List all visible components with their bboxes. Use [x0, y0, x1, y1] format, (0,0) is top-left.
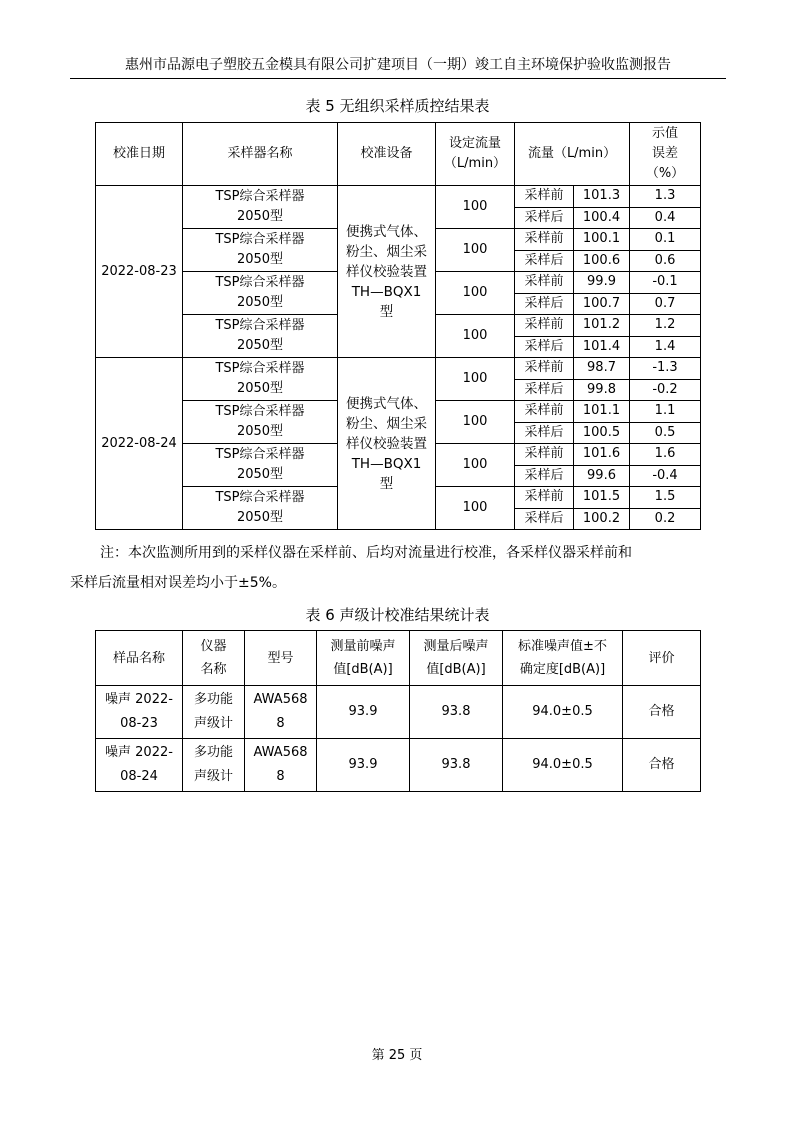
header-instrument-line2: 名称 [200, 662, 227, 677]
sampler-name-line1: TSP综合采样器 [215, 232, 305, 247]
error-value: 1.5 [630, 487, 701, 509]
sampler-name [183, 186, 338, 229]
calibration-device [338, 186, 436, 358]
device-line: 便携式气体、 [346, 395, 427, 412]
set-flow: 100 [436, 186, 515, 229]
before-noise-value: 93.9 [317, 739, 410, 792]
flow-value: 101.1 [574, 401, 630, 423]
note-line1: 注：本次监测所用到的采样仪器在采样前、后均对流量进行校准，各采样仪器采样前和 [100, 545, 632, 561]
flow-value: 98.7 [574, 358, 630, 380]
set-flow: 100 [436, 315, 515, 358]
error-value: -0.4 [630, 465, 701, 487]
sampler-name-line1: TSP综合采样器 [215, 404, 305, 419]
evaluation: 合格 [623, 686, 701, 739]
model [245, 739, 317, 792]
phase-label: 采样后 [515, 379, 574, 401]
flow-value: 99.6 [574, 465, 630, 487]
header-after-line2: 值[dB(A)] [426, 662, 486, 677]
error-value: 0.2 [630, 508, 701, 530]
calibration-date: 2022-08-23 [96, 186, 183, 358]
table-row [96, 686, 701, 739]
note [70, 538, 720, 598]
table5-header-row [96, 123, 701, 186]
sample-name-line1: 噪声 2022- [105, 745, 173, 760]
sampler-name [183, 229, 338, 272]
device-line: 粉尘、烟尘采 [346, 415, 427, 432]
phase-label: 采样后 [515, 465, 574, 487]
evaluation: 合格 [623, 739, 701, 792]
error-value: 1.4 [630, 336, 701, 358]
device-line: TH—BQX1 [351, 283, 422, 300]
header-sample-name: 样品名称 [96, 631, 183, 686]
sampler-name-line2: 2050型 [236, 424, 284, 439]
table6-caption: 表 6 声级计校准结果统计表 [305, 606, 490, 624]
flow-value: 101.4 [574, 336, 630, 358]
header-error-line3: （%） [645, 166, 685, 181]
instrument-line2: 声级计 [193, 769, 233, 784]
device-line: TH—BQX1 [351, 455, 422, 472]
sampler-name [183, 444, 338, 487]
header-error-line2: 误差 [652, 146, 679, 161]
header-before-line2: 值[dB(A)] [333, 662, 393, 677]
before-noise-value: 93.9 [317, 686, 410, 739]
header-flow: 流量（L/min） [515, 123, 630, 186]
phase-label: 采样后 [515, 508, 574, 530]
flow-value: 100.7 [574, 293, 630, 315]
error-value: 1.1 [630, 401, 701, 423]
sampler-name-line2: 2050型 [236, 338, 284, 353]
device-line: 型 [379, 303, 394, 320]
sampler-name [183, 272, 338, 315]
instrument-name [183, 739, 245, 792]
sampler-name-line2: 2050型 [236, 467, 284, 482]
header-standard [503, 631, 623, 686]
header-setflow [436, 123, 515, 186]
header-evaluation: 评价 [623, 631, 701, 686]
model-line2: 8 [276, 769, 285, 784]
error-value: 1.3 [630, 186, 701, 208]
sampler-name [183, 315, 338, 358]
device-line: 型 [379, 475, 394, 492]
instrument-name [183, 686, 245, 739]
sampler-name [183, 358, 338, 401]
note-line2: 采样后流量相对误差均小于±5%。 [70, 575, 286, 591]
sampler-name-line2: 2050型 [236, 381, 284, 396]
device-line: 样仪校验装置 [346, 435, 427, 452]
sampler-name-line2: 2050型 [236, 252, 284, 267]
error-value: 0.6 [630, 250, 701, 272]
phase-label: 采样前 [515, 401, 574, 423]
flow-value: 101.2 [574, 315, 630, 337]
phase-label: 采样前 [515, 272, 574, 294]
table5-caption: 表 5 无组织采样质控结果表 [305, 97, 490, 115]
phase-label: 采样后 [515, 293, 574, 315]
model-line2: 8 [276, 716, 285, 731]
standard-value: 94.0±0.5 [503, 686, 623, 739]
error-value: 0.4 [630, 207, 701, 229]
header-setflow-line1: 设定流量 [448, 136, 501, 151]
phase-label: 采样前 [515, 444, 574, 466]
phase-label: 采样前 [515, 487, 574, 509]
table6-sound-level-calibration [95, 630, 701, 792]
sampler-name-line1: TSP综合采样器 [215, 275, 305, 290]
set-flow: 100 [436, 444, 515, 487]
header-error [630, 123, 701, 186]
after-noise-value: 93.8 [410, 739, 503, 792]
flow-value: 101.5 [574, 487, 630, 509]
sampler-name-line2: 2050型 [236, 209, 284, 224]
set-flow: 100 [436, 487, 515, 530]
phase-label: 采样后 [515, 207, 574, 229]
error-value: 1.2 [630, 315, 701, 337]
model [245, 686, 317, 739]
table5-flow-calibration [95, 122, 701, 530]
set-flow: 100 [436, 358, 515, 401]
error-value: 0.5 [630, 422, 701, 444]
flow-value: 100.1 [574, 229, 630, 251]
header-before-noise [317, 631, 410, 686]
flow-value: 100.6 [574, 250, 630, 272]
sampler-name-line1: TSP综合采样器 [215, 318, 305, 333]
header-instrument-line1: 仪器 [200, 639, 227, 654]
set-flow: 100 [436, 272, 515, 315]
sampler-name-line2: 2050型 [236, 295, 284, 310]
sampler-name-line1: TSP综合采样器 [215, 490, 305, 505]
header-before-line1: 测量前噪声 [330, 639, 396, 654]
header-date: 校准日期 [96, 123, 183, 186]
header-rule [70, 78, 726, 79]
instrument-line1: 多功能 [193, 745, 233, 760]
sample-name [96, 686, 183, 739]
header-error-line1: 示值 [652, 126, 679, 141]
header-after-noise [410, 631, 503, 686]
header-sampler: 采样器名称 [183, 123, 338, 186]
phase-label: 采样前 [515, 186, 574, 208]
error-value: -0.2 [630, 379, 701, 401]
set-flow: 100 [436, 401, 515, 444]
error-value: 0.7 [630, 293, 701, 315]
sample-name-line1: 噪声 2022- [105, 692, 173, 707]
error-value: -1.3 [630, 358, 701, 380]
flow-value: 100.2 [574, 508, 630, 530]
flow-value: 101.6 [574, 444, 630, 466]
header-standard-line2: 确定度[dB(A)] [519, 662, 606, 677]
instrument-line2: 声级计 [193, 716, 233, 731]
table-row [96, 739, 701, 792]
error-value: 1.6 [630, 444, 701, 466]
set-flow: 100 [436, 229, 515, 272]
sample-name-line2: 08-23 [120, 716, 158, 731]
error-value: 0.1 [630, 229, 701, 251]
phase-label: 采样前 [515, 358, 574, 380]
header-device: 校准设备 [338, 123, 436, 186]
sample-name [96, 739, 183, 792]
sampler-name-line1: TSP综合采样器 [215, 189, 305, 204]
header-setflow-line2: （L/min） [443, 156, 507, 171]
sampler-name-line2: 2050型 [236, 510, 284, 525]
calibration-device [338, 358, 436, 530]
table6-header-row [96, 631, 701, 686]
table-row [96, 358, 701, 380]
header-instrument [183, 631, 245, 686]
after-noise-value: 93.8 [410, 686, 503, 739]
flow-value: 100.5 [574, 422, 630, 444]
phase-label: 采样后 [515, 250, 574, 272]
error-value: -0.1 [630, 272, 701, 294]
report-header-title: 惠州市品源电子塑胶五金模具有限公司扩建项目（一期）竣工自主环境保护验收监测报告 [125, 57, 671, 73]
header-model: 型号 [245, 631, 317, 686]
flow-value: 99.8 [574, 379, 630, 401]
sample-name-line2: 08-24 [120, 769, 158, 784]
phase-label: 采样前 [515, 229, 574, 251]
device-line: 样仪校验装置 [346, 263, 427, 280]
header-standard-line1: 标准噪声值±不 [518, 639, 607, 654]
model-line1: AWA568 [253, 745, 308, 760]
flow-value: 100.4 [574, 207, 630, 229]
device-line: 粉尘、烟尘采 [346, 243, 427, 260]
table-row [96, 186, 701, 208]
phase-label: 采样前 [515, 315, 574, 337]
model-line1: AWA568 [253, 692, 308, 707]
header-after-line1: 测量后噪声 [423, 639, 489, 654]
flow-value: 99.9 [574, 272, 630, 294]
calibration-date: 2022-08-24 [96, 358, 183, 530]
device-line: 便携式气体、 [346, 223, 427, 240]
phase-label: 采样后 [515, 422, 574, 444]
instrument-line1: 多功能 [193, 692, 233, 707]
sampler-name-line1: TSP综合采样器 [215, 361, 305, 376]
standard-value: 94.0±0.5 [503, 739, 623, 792]
page-number: 第 25 页 [371, 1048, 423, 1063]
sampler-name-line1: TSP综合采样器 [215, 447, 305, 462]
flow-value: 101.3 [574, 186, 630, 208]
phase-label: 采样后 [515, 336, 574, 358]
sampler-name [183, 487, 338, 530]
sampler-name [183, 401, 338, 444]
